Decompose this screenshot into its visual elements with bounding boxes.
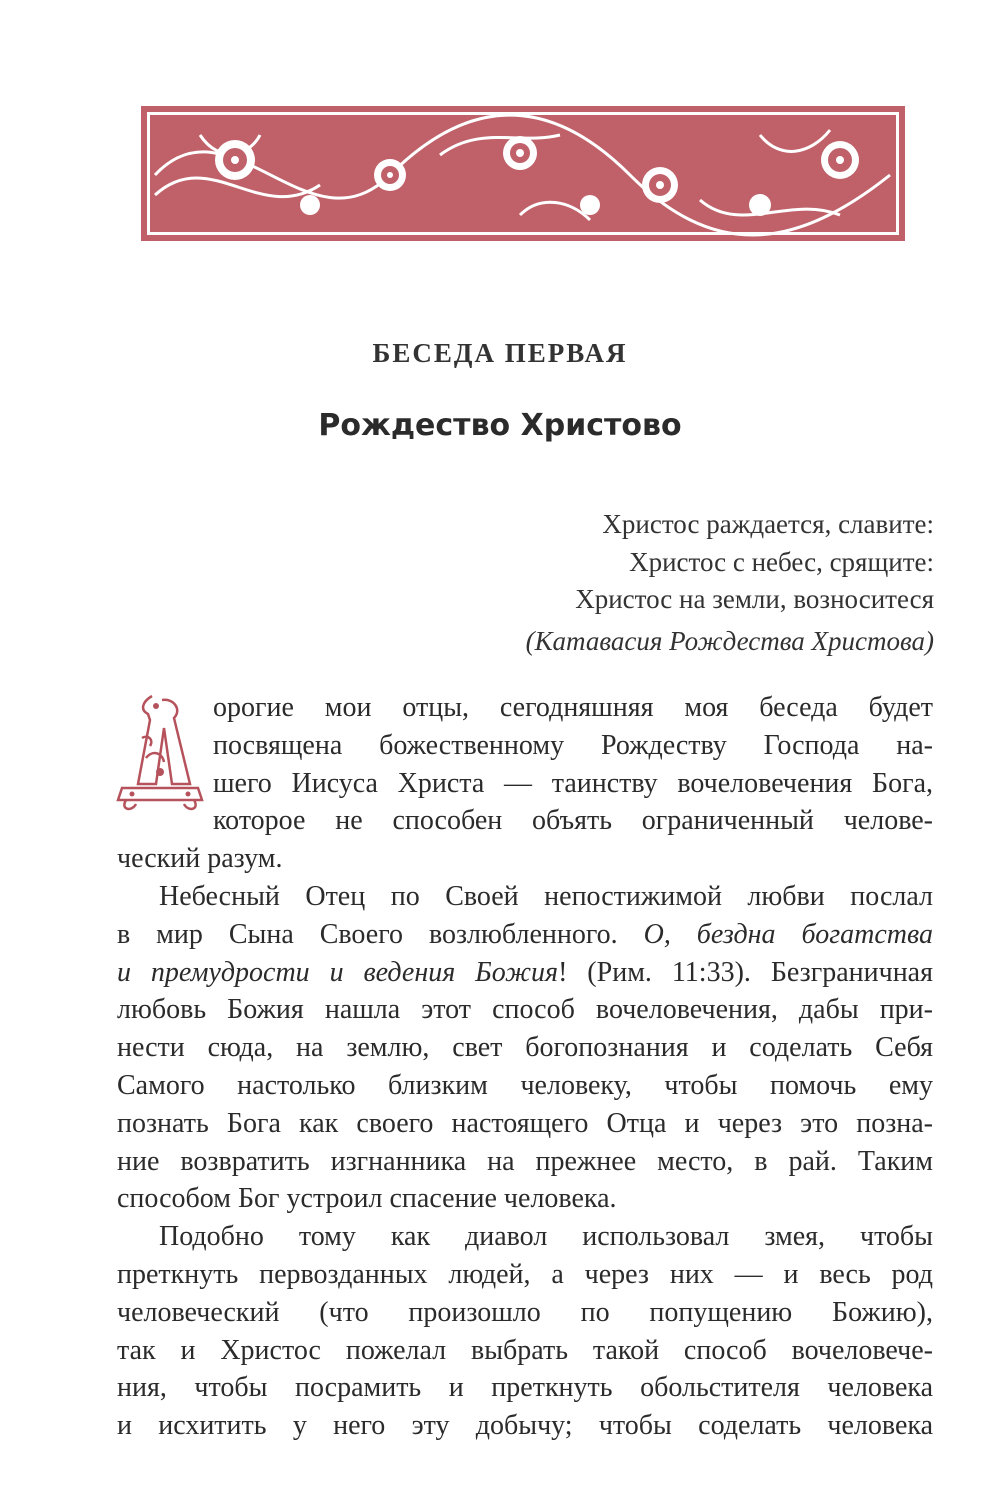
text-line: способом Бог устроил спасение человека. bbox=[117, 1183, 617, 1215]
text-line: человеческий (что произошло по попущению Божию), bbox=[117, 1296, 933, 1328]
text-line: орогие мои отцы, сегодняшняя моя беседа будет bbox=[213, 692, 933, 723]
text-line: так и Христос пожелал выбрать такой способ вочеловече- bbox=[117, 1334, 933, 1366]
text-segment: ! (Рим. 11:33). Безграничная bbox=[558, 956, 933, 988]
epigraph-line: Христос раждается, славите: bbox=[602, 509, 934, 539]
epigraph-source: (Катавасия Рождества Христова) bbox=[525, 625, 934, 656]
text-line: которое не способен объять ограниченный челове- bbox=[213, 805, 933, 837]
paragraph bbox=[117, 689, 933, 878]
paragraph bbox=[117, 1218, 933, 1445]
text-line: шего Иисуса Христа — таинству вочеловечения Бога, bbox=[213, 767, 933, 799]
text-line: любовь Божия нашла этот способ вочеловечения, дабы при- bbox=[117, 994, 933, 1026]
text-line: ческий разум. bbox=[117, 843, 283, 875]
epigraph-line: Христос с небес, срящите: bbox=[629, 546, 934, 577]
epigraph bbox=[526, 506, 934, 660]
text-line: нести сюда, на землю, свет богопознания и соделать Себя bbox=[117, 1032, 933, 1064]
text-line: Небесный Отец по Своей непостижимой любви послал bbox=[159, 880, 933, 912]
page-title: Рождество Христово bbox=[318, 408, 682, 443]
paragraph bbox=[117, 878, 933, 1218]
text-line: познать Бога как своего настоящего Отца и через это позна- bbox=[117, 1107, 933, 1139]
text-line: посвящена божественному Рождеству Господа на- bbox=[213, 729, 933, 761]
text-line: Подобно тому как диавол использовал змея, чтобы bbox=[159, 1221, 933, 1253]
text-line: и исхитить у него эту добычу; чтобы соделать человека bbox=[117, 1410, 933, 1442]
text-line bbox=[117, 916, 933, 954]
floral-ornament-banner bbox=[140, 105, 906, 242]
scripture-quote: О, бездна богатства bbox=[643, 918, 933, 950]
scripture-quote: и премудрости и ведения Божия bbox=[117, 956, 559, 988]
body-text bbox=[117, 689, 933, 1445]
text-line: ния, чтобы посрамить и преткнуть обольстителя человека bbox=[117, 1372, 933, 1404]
text-line: ние возвратить изгнанника на прежнее место, в рай. Таким bbox=[117, 1145, 933, 1177]
text-line bbox=[117, 954, 933, 992]
text-line: Самого настолько близким человеку, чтобы помочь ему bbox=[117, 1069, 933, 1101]
chapter-label: БЕСЕДА ПЕРВАЯ bbox=[372, 338, 628, 368]
epigraph-line: Христос на земли, возноситеся bbox=[575, 584, 934, 614]
text-line: преткнуть первозданных людей, а через них — и весь род bbox=[117, 1258, 933, 1290]
text-segment: в мир Сына Своего возлюбленного. bbox=[117, 918, 644, 950]
